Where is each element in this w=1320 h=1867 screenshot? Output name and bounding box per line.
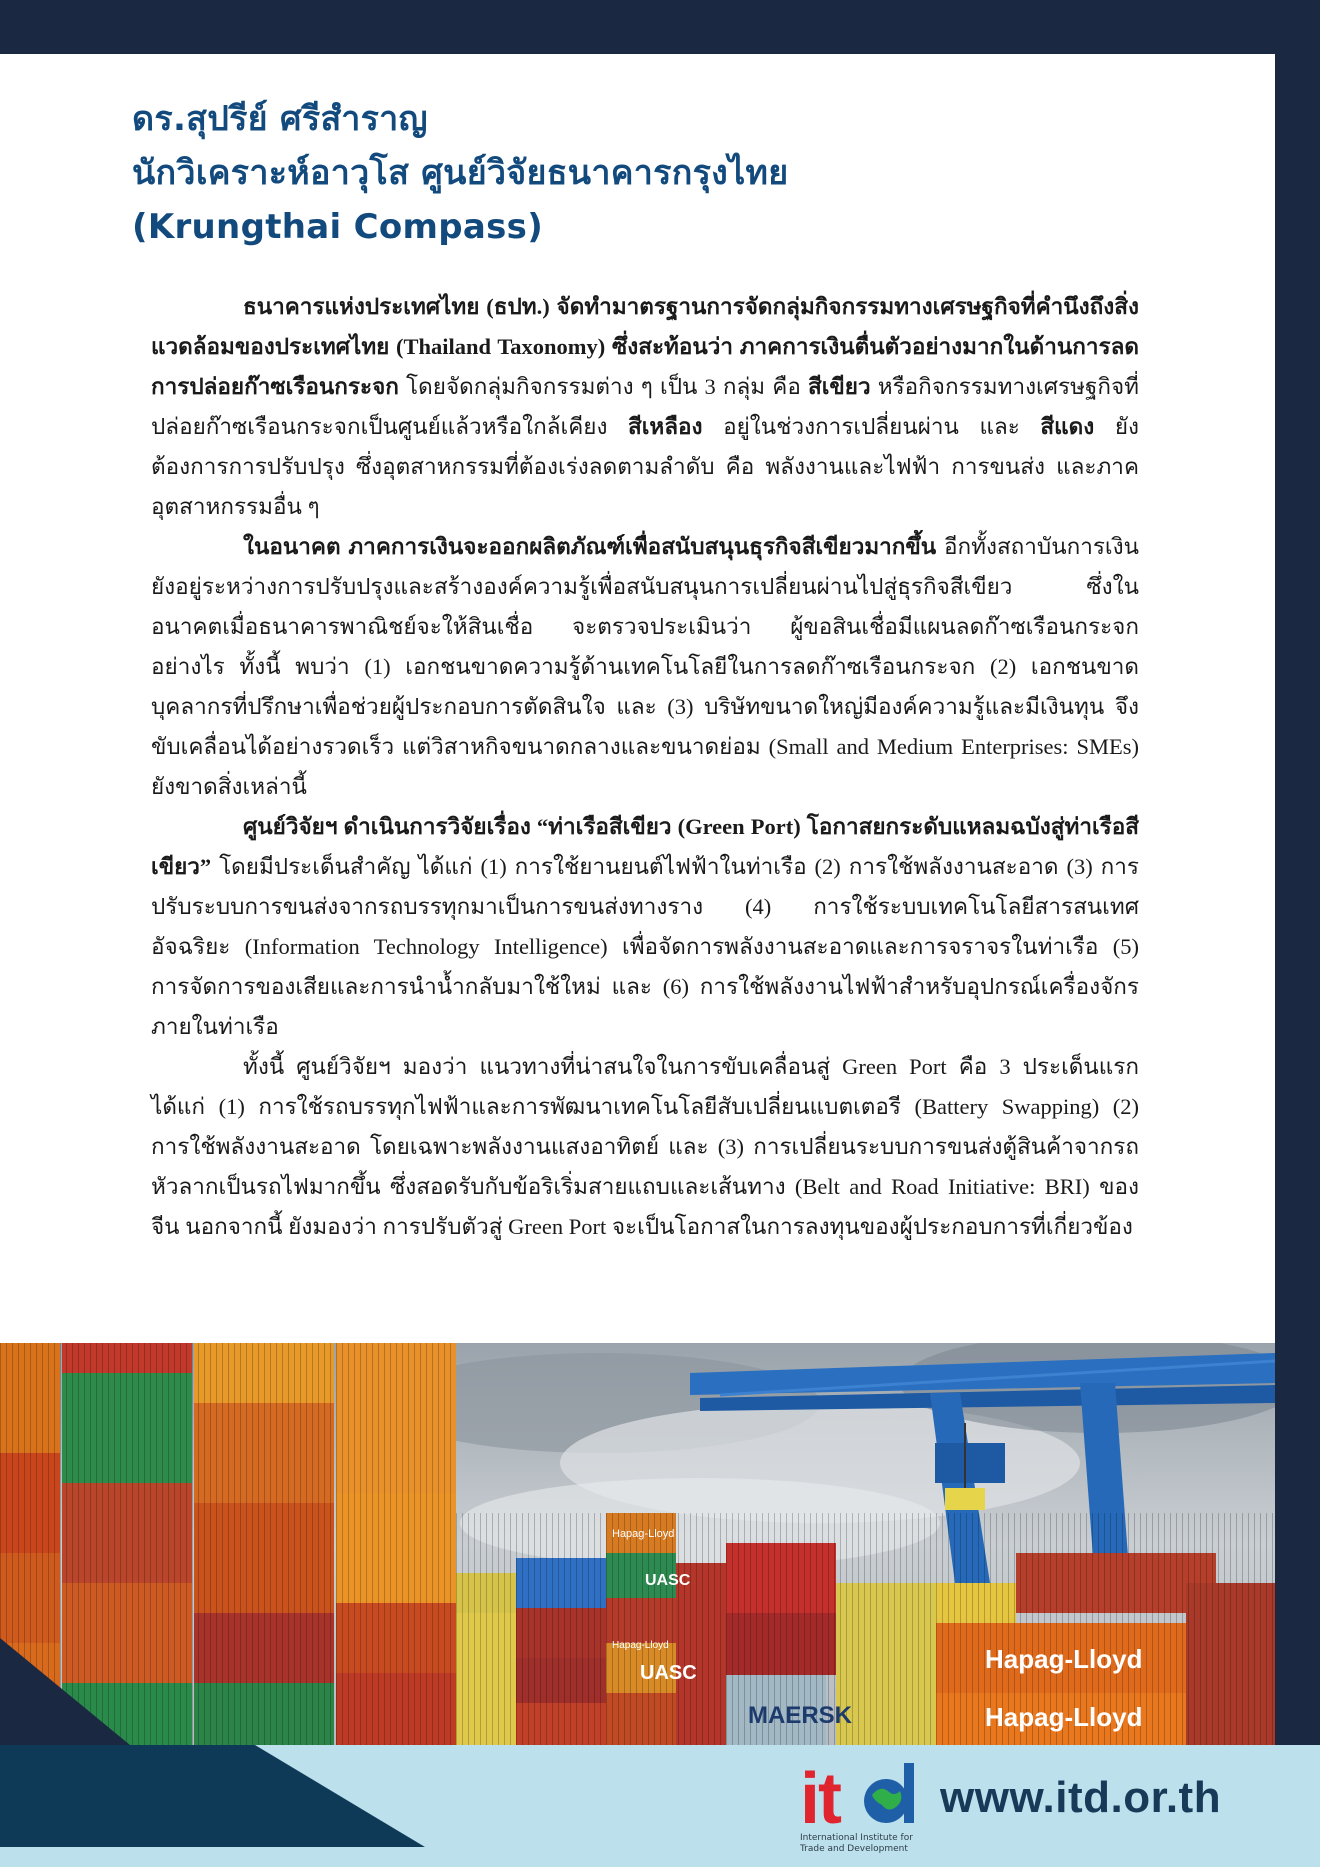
svg-text:it: it [800,1761,840,1839]
right-container-stacks [456,1513,1275,1745]
paragraph-4-text: ทั้งนี้ ศูนย์วิจัยฯ มองว่า แนวทางที่น่าสนใจในการขับเคลื่อนสู่ Green Port คือ 3 ประเด็นแรก ได้แก่ (1) การใช้รถบรรทุกไฟฟ้าและการพัฒนาเทคโนโลยีสับเปลี่ยนแบตเตอรี (Battery Swapping) (2) การใช้พลังงานสะอาด โดยเฉพาะพลังงานแสงอาทิตย์ และ (3) การเปลี่ยนระบบการขนส่งตู้สินค้าจากรถหัวลากเป็นรถไฟมากขึ้น ซึ่งสอดรับกับข้อริเริ่มสายแถบและเส้นทาง (Belt and Road Initiative: BRI) ของจีน นอกจากนี้ ยังมองว่า การปรับตัวสู่ Green Port จะเป็นโอกาสในการลงทุนของผู้ประกอบการที่เกี่ยวข้อง [151,1054,1139,1239]
paragraph-4 [151,1047,1139,1247]
green-category: สีเขียว [807,374,871,399]
container-label: UASC [640,1662,697,1684]
container-port-illustration [0,1343,1275,1745]
footer-triangle [0,1745,430,1867]
container-label: Hapag-Lloyd [985,1644,1143,1674]
itd-logo-subtitle: International Institute for Trade and Development [800,1833,913,1854]
top-dark-bar [0,0,1320,54]
port-container-photo [0,1343,1275,1745]
paragraph-1-text: อยู่ในช่วงการเปลี่ยนผ่าน และ [702,414,1041,439]
paragraph-1-lead: ธนาคารแห่งประเทศไทย (ธปท.) จัดทำมาตรฐานการจัดกลุ่มกิจกรรมทางเศรษฐกิจที่คำนึงถึงสิ่งแวดล้อมของประเทศไทย (Thailand Taxonomy) ซึ่งสะท้อนว่า ภาคการเงินตื่นตัวอย่างมากในด้านการลดการปล่อยก๊าซเรือนกระจก [151,294,1139,399]
footer [0,1745,1320,1867]
paragraph-3-text: โดยมีประเด็นสำคัญ ได้แก่ (1) การใช้ยานยนต์ไฟฟ้าในท่าเรือ (2) การใช้พลังงานสะอาด (3) การปรับระบบการขนส่งจากรถบรรทุกมาเป็นการขนส่งทางราง (4) การใช้ระบบเทคโนโลยีสารสนเทศอัจฉริยะ (Information Technology Intelligence) เพื่อจัดการพลังงานสะอาดและการจราจรในท่าเรือ (5) การจัดการของเสียและการนำน้ำกลับมาใช้ใหม่ และ (6) การใช้พลังงานไฟฟ้าสำหรับอุปกรณ์เครื่องจักรภายในท่าเรือ [151,854,1139,1039]
container-label: MAERSK [748,1702,853,1729]
paragraph-1-text: หรือกิจกรรมทางเศรษฐกิจที่ปล่อยก๊าซเรือนกระจกเป็นศูนย์แล้วหรือใกล้เคียง [151,374,1140,439]
website-link[interactable]: www.itd.or.th [940,1773,1222,1822]
yellow-category: สีเหลือง [628,414,703,439]
article-body [151,287,1139,1247]
container-label: UASC [645,1572,691,1589]
paragraph-1 [151,287,1139,527]
paragraph-3-lead: ศูนย์วิจัยฯ ดำเนินการวิจัยเรื่อง “ท่าเรือสีเขียว (Green Port) โอกาสยกระดับแหลมฉบังสู่ท่าเรือสีเขียว” [151,814,1139,879]
author-position: นักวิเคราะห์อาวุโส ศูนย์วิจัยธนาคารกรุงไทย [132,153,789,193]
red-category: สีแดง [1040,414,1095,439]
author-name: ดร.สุปรีย์ ศรีสำราญ [132,99,428,139]
itd-logo-icon [800,1761,920,1841]
left-container-stack [0,1343,456,1745]
container-label: Hapag-Lloyd [985,1702,1143,1732]
author-organization: (Krungthai Compass) [132,207,544,247]
paragraph-2-text: อีกทั้งสถาบันการเงินยังอยู่ระหว่างการปรับปรุงและสร้างองค์ความรู้เพื่อสนับสนุนการเปลี่ยนผ่านไปสู่ธุรกิจสีเขียว ซึ่งในอนาคตเมื่อธนาคารพาณิชย์จะให้สินเชื่อ จะตรวจประเมินว่า ผู้ขอสินเชื่อมีแผนลดก๊าซเรือนกระจกอย่างไร ทั้งนี้ พบว่า (1) เอกชนขาดความรู้ด้านเทคโนโลยีในการลดก๊าซเรือนกระจก (2) เอกชนขาดบุคลากรที่ปรึกษาเพื่อช่วยผู้ประกอบการตัดสินใจ และ (3) บริษัทขนาดใหญ่มีองค์ความรู้และมีเงินทุน จึงขับเคลื่อนได้อย่างรวดเร็ว แต่วิสาหกิจขนาดกลางและขนาดย่อม (Small and Medium Enterprises: SMEs) ยังขาดสิ่งเหล่านี้ [151,534,1139,799]
right-dark-bar [1275,0,1320,1745]
paragraph-1-text: โดยจัดกลุ่มกิจกรรมต่าง ๆ เป็น 3 กลุ่ม คือ [398,374,808,399]
container-label: Hapag-Lloyd [612,1528,675,1540]
container-label: Hapag-Lloyd [612,1640,669,1651]
paragraph-3 [151,807,1139,1047]
author-header [132,92,1182,254]
paragraph-2 [151,527,1139,807]
paragraph-2-lead: ในอนาคต ภาคการเงินจะออกผลิตภัณฑ์เพื่อสนับสนุนธุรกิจสีเขียวมากขึ้น [243,534,937,559]
paragraph-1-text: ยังต้องการการปรับปรุง ซึ่งอุตสาหกรรมที่ต้องเร่งลดตามลำดับ คือ พลังงานและไฟฟ้า การขนส่ง และภาคอุตสาหกรรมอื่น ๆ [151,414,1139,519]
